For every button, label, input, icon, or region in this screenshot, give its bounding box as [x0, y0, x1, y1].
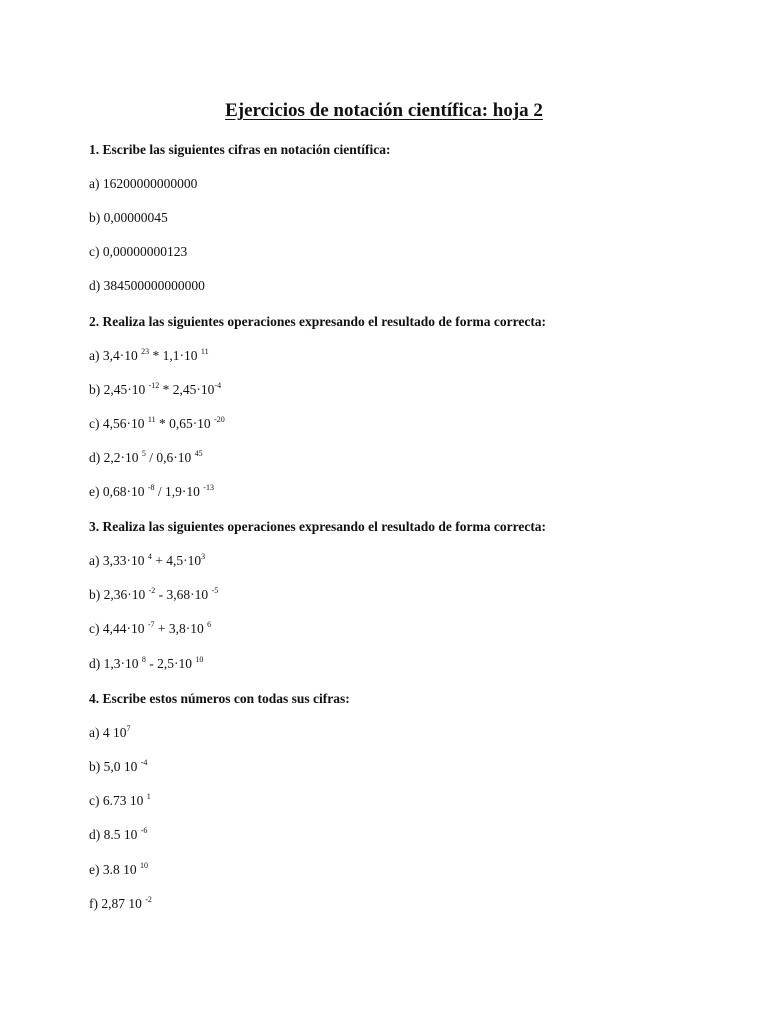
exercise-2d — [89, 449, 203, 467]
exercise-4c — [89, 792, 151, 810]
exercise-2e-base-2: / 1,9·10 — [154, 484, 204, 499]
section-3-heading: 3. Realiza las siguientes operaciones expresando el resultado de forma correcta: — [89, 519, 547, 534]
exercise-2a-base-2: * 1,1·10 — [149, 348, 201, 363]
exercise-2c-base-2: * 0,65·10 — [155, 416, 215, 431]
exercise-3c-base-2: + 3,8·10 — [154, 621, 208, 636]
exercise-3d-exponent-1: 8 — [141, 655, 146, 664]
exercise-4b — [89, 758, 147, 776]
exercise-4a-base: a) 4 10 — [89, 725, 127, 740]
exercise-1c: c) 0,00000000123 — [89, 244, 188, 259]
exercise-2b-base-1: b) 2,45·10 — [89, 382, 149, 397]
exercise-4e-exponent: 10 — [140, 861, 148, 870]
exercise-2c — [89, 415, 225, 433]
exercise-2c-base-1: c) 4,56·10 — [89, 416, 148, 431]
section-2-heading: 2. Realiza las siguientes operaciones expresando el resultado de forma correcta: — [89, 314, 547, 329]
page-title: Ejercicios de notación científica: hoja 2 — [225, 100, 543, 121]
exercise-3c — [89, 620, 211, 638]
exercise-2a-base-1: a) 3,4·10 — [89, 348, 142, 363]
exercise-2e-base-1: e) 0,68·10 — [89, 484, 148, 499]
exercise-3d-base-1: d) 1,3·10 — [89, 656, 142, 671]
exercise-2a — [89, 347, 209, 365]
exercise-4c-exponent: 1 — [146, 792, 151, 801]
exercise-4a — [89, 724, 131, 742]
exercise-3b-base-2: - 3,68·10 — [155, 587, 212, 602]
exercise-3c-base-1: c) 4,44·10 — [89, 621, 148, 636]
exercise-3a — [89, 552, 205, 570]
exercise-3b-exponent-1: -2 — [148, 586, 156, 595]
exercise-4d — [89, 826, 147, 844]
exercise-1d: d) 384500000000000 — [89, 278, 205, 293]
exercise-2d-base-2: / 0,6·10 — [145, 450, 195, 465]
exercise-2c-exponent-2: -20 — [214, 415, 225, 424]
exercise-2e-exponent-2: -13 — [203, 483, 214, 492]
exercise-3b — [89, 586, 218, 604]
exercise-4f-exponent: -2 — [145, 895, 152, 904]
exercise-2d-exponent-2: 45 — [194, 449, 203, 458]
exercise-2e-exponent-1: -8 — [147, 483, 155, 492]
exercise-2d-base-1: d) 2,2·10 — [89, 450, 142, 465]
exercise-4b-base: b) 5,0 10 — [89, 759, 141, 774]
exercise-2a-exponent-1: 23 — [141, 347, 150, 356]
exercise-3c-exponent-1: -7 — [147, 620, 155, 629]
exercise-1b: b) 0,00000045 — [89, 210, 168, 225]
exercise-2b-exponent-1: -12 — [148, 381, 160, 390]
exercise-3d-exponent-2: 10 — [195, 655, 204, 664]
section-4-heading: 4. Escribe estos números con todas sus cifras: — [89, 691, 350, 706]
exercise-3b-exponent-2: -5 — [211, 586, 219, 595]
exercise-4e-base: e) 3.8 10 — [89, 862, 140, 877]
exercise-1a: a) 16200000000000 — [89, 176, 198, 191]
exercise-4b-exponent: -4 — [140, 758, 148, 767]
exercise-2d-exponent-1: 5 — [141, 449, 146, 458]
exercise-2b-exponent-2: -4 — [214, 381, 222, 390]
exercise-2b — [89, 381, 221, 399]
exercise-3a-base-1: a) 3,33·10 — [89, 553, 148, 568]
exercise-4c-base: c) 6.73 10 — [89, 793, 147, 808]
exercise-3a-exponent-1: 4 — [147, 552, 152, 561]
exercise-2c-exponent-1: 11 — [147, 415, 156, 424]
section-1-heading: 1. Escribe las siguientes cifras en notación científica: — [89, 142, 391, 157]
exercise-4d-base: d) 8.5 10 — [89, 827, 141, 842]
exercise-4e — [89, 861, 148, 879]
exercise-3b-base-1: b) 2,36·10 — [89, 587, 149, 602]
exercise-4f — [89, 895, 152, 913]
exercise-2b-base-2: * 2,45·10 — [159, 382, 215, 397]
exercise-3a-exponent-2: 3 — [201, 552, 206, 561]
exercise-4d-exponent: -6 — [140, 826, 148, 835]
exercise-3d-base-2: - 2,5·10 — [145, 656, 196, 671]
exercise-3a-base-2: + 4,5·10 — [151, 553, 202, 568]
exercise-4f-base: f) 2,87 10 — [89, 896, 146, 911]
exercise-3c-exponent-2: 6 — [207, 620, 212, 629]
exercise-2a-exponent-2: 11 — [200, 347, 209, 356]
exercise-3d — [89, 655, 203, 673]
exercise-4a-exponent: 7 — [126, 724, 131, 733]
exercise-2e — [89, 483, 214, 501]
